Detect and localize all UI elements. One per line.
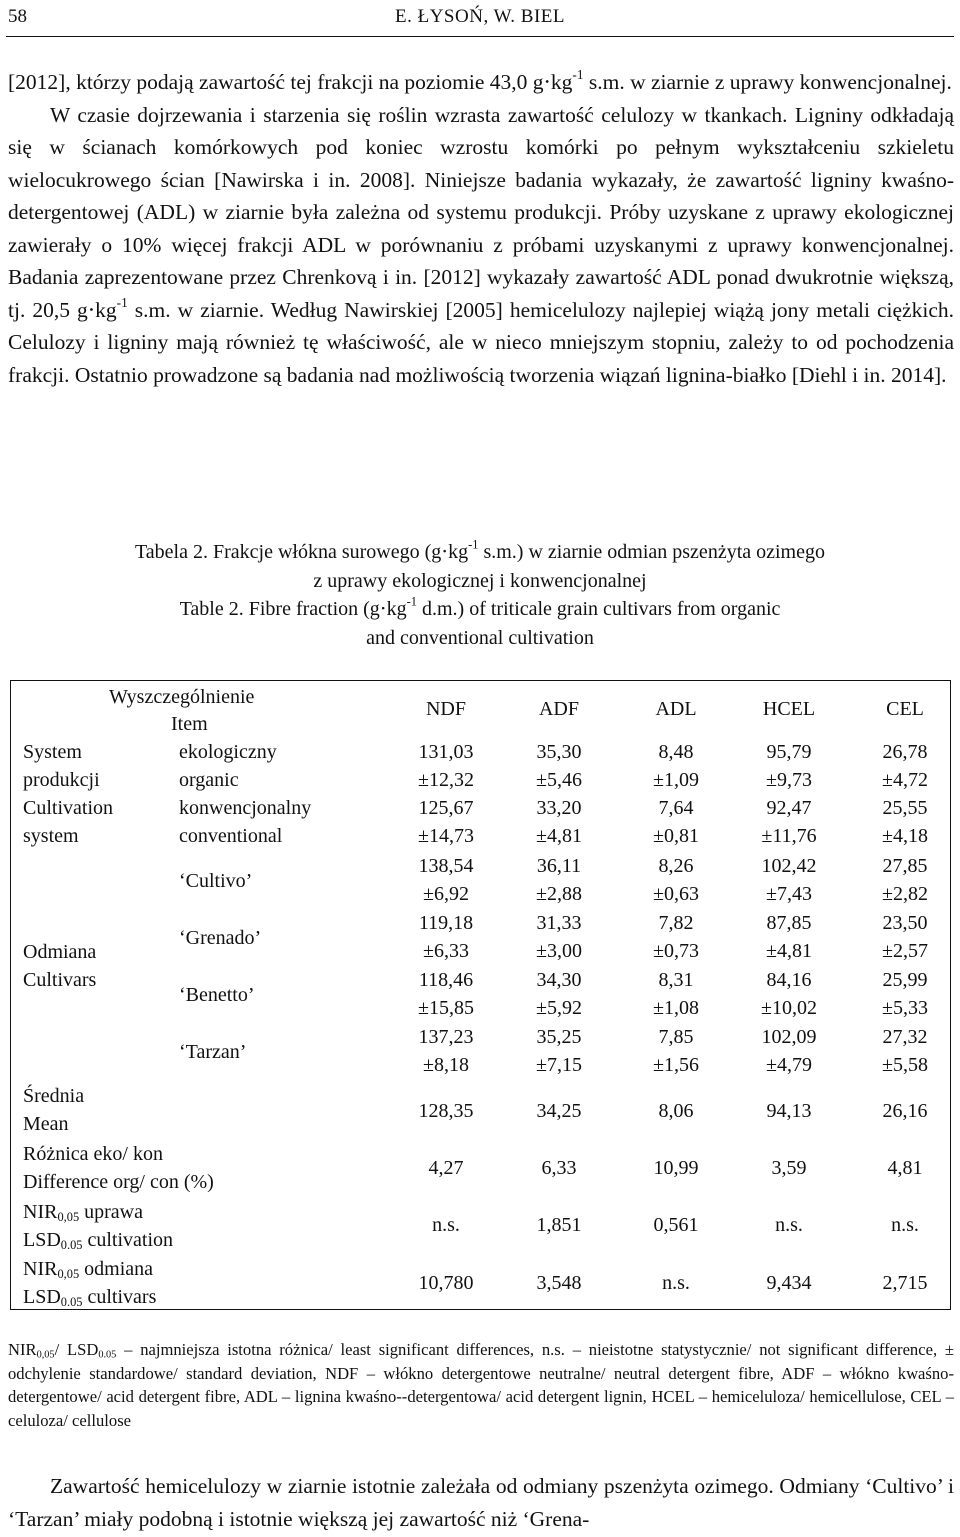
row-label: ‘Grenado’ <box>179 927 262 949</box>
superscript: -1 <box>116 294 128 310</box>
table-cell: 7,82 <box>658 912 694 934</box>
table-cell: ±4,81 <box>536 825 582 847</box>
row-label: Różnica eko/ kon <box>23 1143 163 1165</box>
text-run: s.m. w ziarnie. Według Nawirskiej [2005] hemicelulozy najlepiej wiążą jony metali ciężkich. Celulozy i ligniny mają również tę właściwość, ale w nieco mniejszym stopniu, zależy to od pochodzenia frakcji. Ostatnio prowadzone są badania nad możliwością tworzenia wiązań lignina-białko [Diehl i in. 2014]. <box>8 297 954 387</box>
table-cell: 7,64 <box>658 797 694 819</box>
row-label: ekologiczny <box>179 741 277 763</box>
table-cell: 94,13 <box>766 1100 812 1122</box>
table-cell: ±6,92 <box>423 883 469 905</box>
row-label: konwencjonalny <box>179 797 312 819</box>
table-cell: ±2,57 <box>882 940 928 962</box>
text-run: s.m. w ziarnie z uprawy konwencjonalnej. <box>583 70 952 94</box>
table-cell: 102,42 <box>761 855 817 877</box>
table-cell: 10,780 <box>418 1272 474 1294</box>
row-label: Średnia <box>23 1085 85 1107</box>
column-header: ADF <box>538 698 579 720</box>
table-cell: 7,85 <box>658 1026 694 1048</box>
table-cell: ±5,92 <box>536 997 582 1019</box>
table-cell: 6,33 <box>541 1157 577 1179</box>
table-cell: 1,851 <box>536 1214 582 1236</box>
text-run: [2012], którzy podają zawartość tej frakcji na poziomie 43,0 g⋅kg <box>8 70 573 94</box>
table-cell: 87,85 <box>766 912 812 934</box>
table-cell: 131,03 <box>418 741 474 763</box>
table-cell: 92,47 <box>766 797 812 819</box>
table-cell: ±7,43 <box>766 883 812 905</box>
table-cell: 128,35 <box>418 1100 474 1122</box>
table-cell: ±11,76 <box>761 825 817 847</box>
data-table <box>10 680 951 1310</box>
table-footnote: $NIR_{0,05}/$ $LSD_{0.05}$ – najmniejsza istotna różnica/ least significant differences, n.s. – nieistotne statystycznie/ not significant difference, ± odchylenie standardowe/ standard deviation, NDF – włókno detergentowe neutralne/ neutral detergent fibre, ADF – włókno kwaśno-detergentowe/ acid detergent fibre, ADL – lignina kwaśno--detergentowa/ acid detergent lignin, HCEL – hemiceluloza/ hemicellulose, CEL – celuloza/ cellulose <box>8 1340 954 1430</box>
superscript: -1 <box>572 67 584 83</box>
group-label: system <box>23 825 79 847</box>
table-cell: ±4,81 <box>766 940 812 962</box>
text-run: W czasie dojrzewania i starzenia się roślin wzrasta zawartość celulozy w tkankach. Ligniny odkładają się w ścianach komórkowych pod koniec wzrostu komórki po pełnym wykształceniu szkieletu wielocukrowego ścian [Nawirska i in. 2008]. Niniejsze badania wykazały, że zawartość ligniny kwaśno-detergentowej (ADL) w ziarnie była zależna od systemu produkcji. Próby uzyskane z uprawy ekologicznej zawierały o 10% więcej frakcji ADL w porównaniu z próbami uzyskanymi z uprawy konwencjonalnej. Badania zaprezentowane przez Chrenkovą i in. [2012] wykazały zawartość ADL ponad dwukrotnie większą, tj. 20,5 g⋅kg <box>8 102 954 322</box>
table-cell: 137,23 <box>418 1026 474 1048</box>
table-cell: ±1,08 <box>653 997 699 1019</box>
table-cell: n.s. <box>432 1214 460 1236</box>
table-cell: 119,18 <box>418 912 474 934</box>
column-header: NDF <box>425 698 466 720</box>
table-cell: ±8,18 <box>423 1054 469 1076</box>
table-cell: ±10,02 <box>761 997 817 1019</box>
table-cell: ±6,33 <box>423 940 469 962</box>
table-cell: 125,67 <box>418 797 474 819</box>
table-cell: 33,20 <box>536 797 582 819</box>
body-text <box>8 66 954 391</box>
table-cell: ±15,85 <box>418 997 474 1019</box>
group-label: Cultivars <box>23 969 97 991</box>
column-header: CEL <box>886 698 924 720</box>
table-cell: 25,55 <box>882 797 928 819</box>
table-cell: ±0,73 <box>653 940 699 962</box>
row-label: $LSD_{0.05}$ cultivation <box>23 1229 174 1253</box>
table-cell: 27,32 <box>882 1026 928 1048</box>
row-label: Mean <box>23 1113 69 1135</box>
table-cell: 25,99 <box>882 969 928 991</box>
page-number: 58 <box>8 6 27 27</box>
group-label: System <box>23 741 82 763</box>
table-cell: 8,31 <box>658 969 694 991</box>
table-cell: ±5,58 <box>882 1054 928 1076</box>
column-header: HCEL <box>762 698 816 720</box>
table-cell: 31,33 <box>536 912 582 934</box>
group-label: produkcji <box>23 769 100 791</box>
caption-pl-line2: z uprawy ekologicznej i konwencjonalnej <box>313 569 647 592</box>
running-header <box>8 6 952 34</box>
table-cell: ±1,56 <box>653 1054 699 1076</box>
paragraph <box>8 99 954 392</box>
row-label: conventional <box>179 825 283 847</box>
table-cell: ±4,18 <box>882 825 928 847</box>
body-text-bottom <box>8 1470 954 1535</box>
running-authors: E. ŁYSOŃ, W. BIEL <box>395 6 565 27</box>
table-cell: 138,54 <box>418 855 474 877</box>
table-cell: ±3,00 <box>536 940 582 962</box>
table-cell: ±5,33 <box>882 997 928 1019</box>
table-cell: ±5,46 <box>536 769 582 791</box>
row-label: Difference org/ con (%) <box>23 1171 214 1193</box>
table-cell: 2,715 <box>882 1272 928 1294</box>
table-cell: 23,50 <box>882 912 928 934</box>
header-rule <box>6 36 954 37</box>
caption-en-line2: and conventional cultivation <box>366 626 594 649</box>
table-cell: ±14,73 <box>418 825 474 847</box>
table-cell: ±12,32 <box>418 769 474 791</box>
table-cell: 102,09 <box>761 1026 817 1048</box>
row-label: $NIR_{0,05}$ odmiana <box>23 1258 154 1282</box>
table-cell: 8,06 <box>658 1100 694 1122</box>
table-cell: 4,27 <box>428 1157 464 1179</box>
table-cell: 36,11 <box>536 855 582 877</box>
table-cell: 84,16 <box>766 969 812 991</box>
row-label: ‘Benetto’ <box>179 984 255 1006</box>
table-cell: 9,434 <box>766 1272 812 1294</box>
table-cell: 3,59 <box>771 1157 807 1179</box>
table-cell: ±9,73 <box>766 769 812 791</box>
row-label: ‘Tarzan’ <box>179 1041 247 1063</box>
table-cell: ±7,15 <box>536 1054 582 1076</box>
table-cell: ±2,82 <box>882 883 928 905</box>
table-cell: n.s. <box>662 1272 690 1294</box>
table-cell: 4,81 <box>887 1157 923 1179</box>
table-cell: ±4,72 <box>882 769 928 791</box>
group-label: Cultivation <box>23 797 113 819</box>
paragraph-continued <box>8 66 954 99</box>
table-cell: 26,16 <box>882 1100 928 1122</box>
table-cell: 35,25 <box>536 1026 582 1048</box>
table-head-pl: Wyszczególnienie <box>109 686 255 708</box>
row-label: ‘Cultivo’ <box>179 870 253 892</box>
paragraph: Zawartość hemicelulozy w ziarnie istotnie zależała od odmiany pszenżyta ozimego. Odmiany ‘Cultivo’ i ‘Tarzan’ miały podobną i istotnie większą jej zawartość niż ‘Grena- <box>8 1474 954 1531</box>
table-cell: 3,548 <box>536 1272 582 1294</box>
row-label: $NIR_{0,05}$ uprawa <box>23 1201 143 1225</box>
table-cell: ±2,88 <box>536 883 582 905</box>
table-cell: ±0,63 <box>653 883 699 905</box>
table-cell: ±1,09 <box>653 769 699 791</box>
caption-en-line1: Table 2. Fibre fraction ($g\cdot kg^{-1}$ d.m.) of triticale grain cultivars from organic <box>179 594 781 620</box>
table-cell: ±4,79 <box>766 1054 812 1076</box>
table-cell: 34,30 <box>536 969 582 991</box>
table-cell: 35,30 <box>536 741 582 763</box>
table-cell: 26,78 <box>882 741 928 763</box>
group-label: Odmiana <box>23 941 97 963</box>
table-cell: n.s. <box>891 1214 919 1236</box>
table-cell: ±0,81 <box>653 825 699 847</box>
table-head-en: Item <box>171 713 208 735</box>
row-label: organic <box>179 769 239 791</box>
table-cell: 118,46 <box>418 969 474 991</box>
table-cell: n.s. <box>775 1214 803 1236</box>
table-cell: 95,79 <box>766 741 812 763</box>
table-cell: 27,85 <box>882 855 928 877</box>
table-cell: 8,26 <box>658 855 694 877</box>
table-cell: 8,48 <box>658 741 694 763</box>
table-cell: 34,25 <box>536 1100 582 1122</box>
table-cell: 0,561 <box>653 1214 699 1236</box>
column-header: ADL <box>655 698 697 720</box>
caption-pl-line1: Tabela 2. Frakcje włókna surowego ($g\cdot kg^{-1}$ s.m.) w ziarnie odmian pszenżyta ozimego <box>134 537 825 563</box>
table-cell: 10,99 <box>653 1157 699 1179</box>
table-caption <box>0 538 960 652</box>
row-label: $LSD_{0.05}$ cultivars <box>23 1286 157 1310</box>
